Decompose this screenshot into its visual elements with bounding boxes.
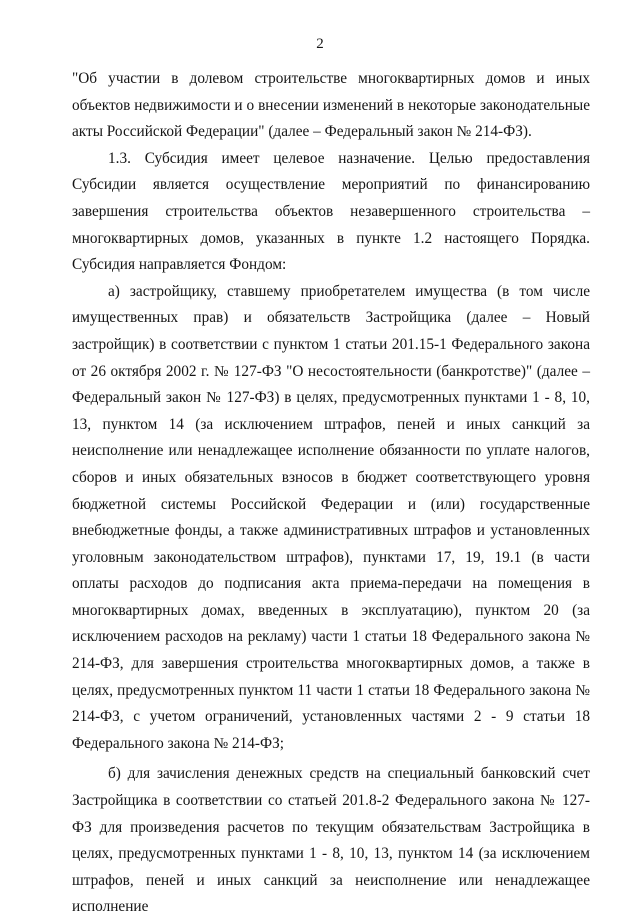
paragraph-1-3: 1.3. Субсидия имеет целевое назначение. Целью предоставления Субсидии является осуществление мероприятий по финансированию завершения строительства объектов незавершенного строительства – многоквартирных домов, указанных в пункте 1.2 настоящего Порядка. Субсидия направляется Фондом: [72,149,590,274]
paragraph-item-b: б) для зачисления денежных средств на специальный банковский счет Застройщика в соответствии со статьей 201.8-2 Федерального закона № 127-ФЗ для произведения расчетов по текущим обязательствам Застройщика в целях, предусмотренных пунктами 1 - 8, 10, 13, пунктом 14 (за исключением штрафов, пеней и иных санкций за неисполнение или ненадлежащее исполнение [72,765,590,916]
page-number: 2 [316,36,324,52]
paragraph-item-a: а) застройщику, ставшему приобретателем имущества (в том числе имущественных прав) и обязательств Застройщика (далее – Новый застройщик) в соответствии с пунктом 1 статьи 201.15-1 Федерального закона от 26 октября 2002 г. № 127-ФЗ "О несостоятельности (банкротстве)" (далее – Федеральный закон № 127-ФЗ) в целях, предусмотренных пунктами 1 - 8, 10, 13, пунктом 14 (за исключением штрафов, пеней и иных санкций за неисполнение или ненадлежащее исполнение обязанности по уплате налогов, сборов и иных обязательных взносов в бюджет соответствующего уровня бюджетной системы Российской Федерации и (или) государственные внебюджетные фонды, а также административных штрафов и установленных уголовным законодательством штрафов), пунктами 17, 19, 19.1 (в части оплаты расходов до подписания акта приема-передачи на помещения в многоквартирных домах, введенных в эксплуатацию), пунктом 20 (за исключением расходов на рекламу) части 1 статьи 18 Федерального закона № 214-ФЗ, для завершения строительства многоквартирных домов, а также в целях, предусмотренных пунктом 11 части 1 статьи 18 Федерального закона № 214-ФЗ, с учетом ограничений, установленных частями 2 - 9 статьи 18 Федерального закона № 214-ФЗ; [72,282,590,752]
document-body [72,66,590,921]
paragraph-continuation: "Об участии в долевом строительстве многоквартирных домов и иных объектов недвижимости и о внесении изменений в некоторые законодательные акты Российской Федерации" (далее – Федеральный закон № 214-ФЗ). [72,70,590,141]
